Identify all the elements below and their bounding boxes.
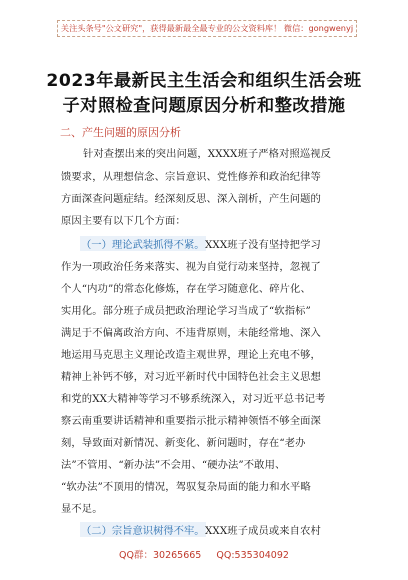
subheading-1-rest: XXX班子没有坚持把学习	[205, 239, 321, 251]
header-banner: 关注头条号"公文研究"，获得最新最全最专业的公文资料库！ 微信：gongwenyj	[57, 20, 357, 37]
body-line: 地运用马克思主义理论改造主观世界，理论上充电不够，	[61, 349, 321, 361]
body-line: 刻，导致面对新情况、新变化、新问题时，存在“老办	[61, 437, 306, 449]
section-heading: 二、产生问题的原因分析	[60, 126, 181, 139]
footer-qq-group: QQ群：30265665	[119, 550, 202, 561]
document-title-line-2: 子对照检查问题原因分析和整改措施	[62, 96, 346, 116]
body-line: 显不足。	[61, 503, 103, 515]
body-line: 作为一项政治任务来落实、视为自觉行动来坚持，忽视了	[61, 261, 321, 273]
body-line: 针对查摆出来的突出问题，XXXX班子严格对照巡视反	[83, 148, 332, 160]
body-line: 和党的XX大精神等学习不够系统深入，对习近平总书记考	[61, 393, 326, 405]
footer-contact	[0, 547, 408, 561]
body-line: 个人“内功”的常态化修炼，存在学习随意化、碎片化、	[61, 283, 311, 295]
body-line: 馈要求，从理想信念、宗旨意识、党性修养和政治纪律等	[61, 171, 321, 183]
body-line: 实用化。部分班子成员把政治理论学习当成了“软指标”	[61, 305, 311, 317]
subheading-2-rest: XXX班子成员或来自农村	[205, 525, 321, 537]
body-line: 满足于不偏离政治方向、不违背原则，未能经常地、深入	[61, 327, 321, 339]
subheading-2: （二）宗旨意识树得不牢。	[80, 522, 206, 537]
body-line: 察云南重要讲话精神和重要指示批示精神领悟不够全面深	[61, 415, 321, 427]
body-line: 原因主要有以下几个方面：	[61, 215, 186, 227]
body-line: “软办法”不顶用的情况，驾驭复杂局面的能力和水平略	[61, 481, 311, 493]
body-line: 法”不管用、“新办法”不会用、“硬办法”不敢用、	[61, 459, 286, 471]
document-title-line-1: 2023年最新民主生活会和组织生活会班	[46, 71, 362, 91]
body-line: 精神上补钙不够，对习近平新时代中国特色社会主义思想	[61, 371, 321, 383]
footer-qq: QQ:535304092	[216, 550, 289, 561]
subheading-1: （一）理论武装抓得不紧。	[80, 236, 206, 251]
body-line: 方面深查问题症结。经深刻反思、深入剖析，产生问题的	[61, 193, 321, 205]
